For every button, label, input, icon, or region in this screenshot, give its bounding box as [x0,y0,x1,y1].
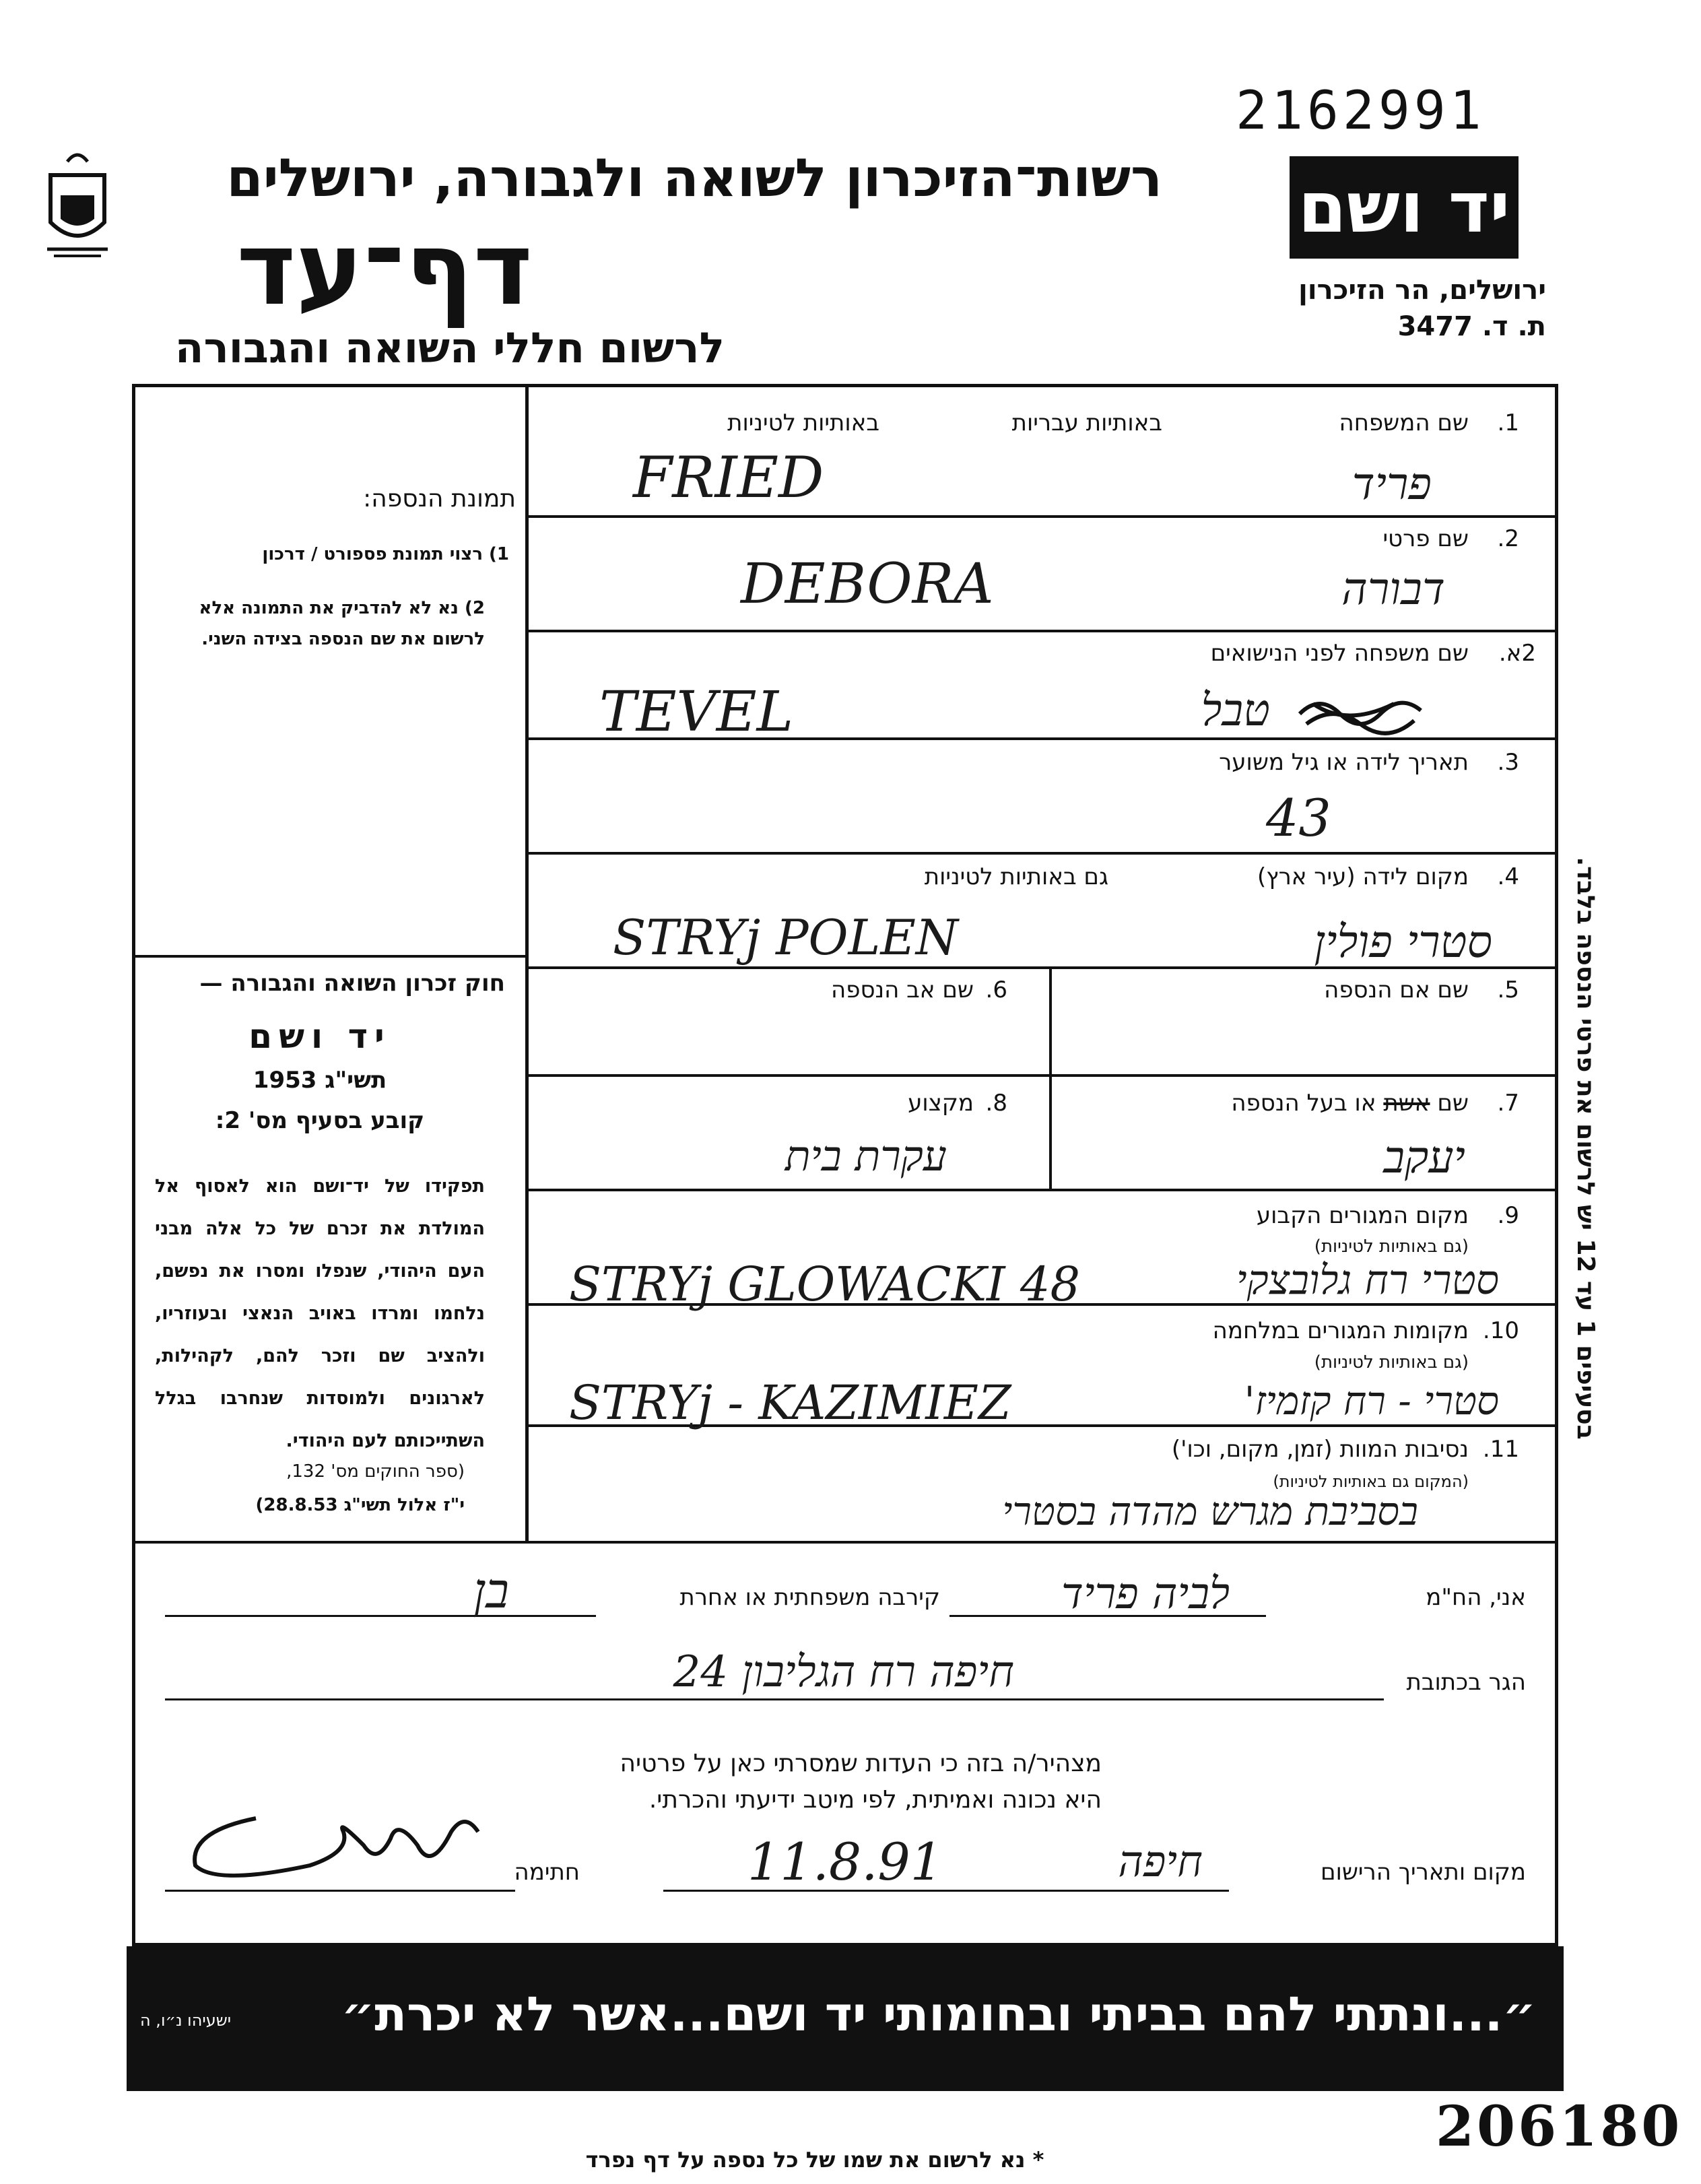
field-4-number: 4. [1497,863,1519,890]
field-6-number: 6. [985,977,1007,1003]
field-2-hebrew-value: דבורה [1341,563,1445,615]
relation-underline [165,1615,596,1617]
page-subtitle: לרשום חללי השואה והגבורה [174,323,725,372]
law-reference-2: י"ז אלול תשי"ג 28.8.53) [255,1495,465,1515]
field-11-sub: (המקום גם באותיות לטיניות) [1273,1472,1469,1491]
field-10-number: 10. [1482,1317,1519,1344]
place-date-label: מקום ותאריך הרישום [1321,1859,1526,1886]
field-9-label: מקום המגורים הקבוע [1256,1202,1469,1229]
field-11-value: בסביבת מגרש מהדה בסטרי [1002,1488,1418,1534]
address-value: חיפה רח הגליבון 24 [673,1647,1014,1697]
field-2a-number: 2א. [1498,640,1536,667]
field-7-label-pre: שם [1437,1090,1469,1117]
field-2a-latin-value: TEVEL [599,680,794,744]
left-panel-hdivider [132,955,528,958]
relation-label: קירבה משפחתית או אחרת [679,1584,940,1611]
emblem-icon [40,148,114,263]
photo-note-1: 1) רצוי תמונת פספורט / דרכון [262,544,509,564]
row-line-2 [525,630,1558,632]
relation-value: בן [473,1562,509,1619]
logo-box [1290,156,1519,259]
field-10-latin-value: STRYj - KAZIMIEZ [569,1375,1011,1430]
address-underline [165,1698,1384,1700]
field-4-latin-col: גם באותיות לטיניות [924,863,1108,890]
date-value: 11.8.91 [747,1832,943,1892]
field-2-number: 2. [1497,525,1519,552]
field-9-sub: (גם באותיות לטיניות) [1314,1236,1469,1257]
field-1-latin-value: FRIED [633,444,824,510]
field-2-label: שם פרטי [1382,525,1469,552]
field-2a-hebrew-value: טבל [1201,684,1270,736]
banner-quote: ״...ונתתי להם בביתי ובחומותי יד ושם...אשר לא יכרת״ [341,1987,1536,2042]
field-7-number: 7. [1497,1090,1519,1117]
field-9-number: 9. [1497,1202,1519,1229]
field-1-number: 1. [1497,409,1519,436]
field-7-label-post: או בעל הנספה [1231,1090,1376,1117]
field-4-label: מקום לידה (עיר ארץ) [1257,863,1469,890]
document-number-bottom: 206180 [1436,2094,1683,2159]
field-10-label: מקומות המגורים במלחמה [1212,1317,1469,1344]
left-panel-divider [525,384,529,1542]
field-10-sub: (גם באותיות לטיניות) [1314,1352,1469,1372]
col-divider-7-8 [1049,1074,1052,1189]
field-5-number: 5. [1497,977,1519,1003]
statement-line-1: מצהיר/ה בזה כי העדות שמסרתי כאן על פרטיה [620,1750,1102,1777]
law-section: קובע בסעיף מס' 2: [215,1107,425,1134]
field-10-hebrew-value: סטרי - רח קזמיז' [1244,1378,1499,1424]
field-7-label-strike: אשת [1383,1090,1430,1117]
field-8-value: עקרת בית [785,1131,947,1181]
row-line-7 [525,1189,1558,1191]
photo-note-2: 2) נא לא להדביק את התמונה אלא לרשום את שם הנספה בצידה השני. [199,598,485,649]
row-line-3 [525,852,1558,855]
field-2-latin-value: DEBORA [741,552,994,616]
signature-label: חתימה [514,1859,580,1886]
document-number-top: 2162991 [1236,81,1486,141]
address-line-1: ירושלים, הר הזיכרון [1298,275,1546,306]
scribble-icon [1293,687,1428,741]
field-1-latin-col: באותיות לטיניות [727,409,879,436]
side-note: בסעיפים 1 עד 12 יש לרשום את פרטי הנספה בלבד. [1572,857,1599,1440]
field-1-hebrew-value: פריד [1352,458,1432,510]
field-3-number: 3. [1497,749,1519,776]
field-5-label: שם אם הנספה [1324,977,1469,1003]
field-4-latin-value: STRYj POLEN [613,909,958,966]
photo-title: תמונת הנספה: [363,485,516,512]
law-title: חוק זכרון השואה והגבורה — [199,970,505,997]
footer-note: * נא לרשום את שמו של כל נספה על דף נפרד [585,2147,1044,2173]
fields-bottom-line [132,1541,1558,1544]
law-name: יד ושם [248,1017,391,1056]
field-1-label: שם המשפחה [1339,409,1469,436]
field-6-label: שם אב הנספה [831,977,974,1003]
statement-line-2: היא נכונה ואמיתית, לפי מיטב ידיעתי והכרתי. [648,1786,1102,1814]
field-9-hebrew-value: סטרי רח גלובצקי [1236,1257,1499,1304]
place-value: חיפה [1118,1837,1203,1887]
field-2a-label: שם משפחה לפני הנישואים [1210,640,1469,667]
field-4-hebrew-value: סטרי פולין [1314,916,1492,968]
field-1-hebrew-col: באותיות עבריות [1011,409,1162,436]
address-line-2: ת. ד. 3477 [1397,311,1546,342]
field-9-latin-value: STRYj GLOWACKI 48 [569,1257,1080,1312]
field-8-number: 8. [985,1090,1007,1117]
declarant-label: אני, הח"מ [1426,1584,1526,1611]
field-7-label [1231,1090,1469,1117]
row-line-1 [525,515,1558,518]
logo-text: יד ושם [1298,166,1510,249]
field-3-label: תאריך לידה או גיל משוער [1219,749,1469,776]
law-reference-1: (ספר החוקים מס' 132, [286,1461,465,1482]
field-11-number: 11. [1482,1436,1519,1463]
col-divider-5-6 [1049,966,1052,1074]
field-11-label: נסיבות המוות (זמן, מקום, וכו') [1171,1436,1469,1463]
law-text: תפקידו של יד־ושם הוא לאסוף אל המולדת את זכרם של כל אלה מבני העם היהודי, שנפלו ומסרו את נפשם, נלחמו ומרדו באויב הנאצי ובעוזריו, ולהציב שם וזכר להם, לקהילות, לארגונים ולמוסדות שנחרבו בגלל השתייכותם לעם היהודי. [155,1176,485,1451]
field-7-value: יעקב [1383,1131,1465,1183]
page-title: דף־עד [236,211,533,328]
banner-source: ישעיהו נ״ו, ה [140,2011,232,2030]
org-name: רשות־הזיכרון לשואה ולגבורה, ירושלים [226,148,1162,209]
law-year: תשי"ג 1953 [253,1067,387,1094]
address-label: הגר בכתובת [1406,1669,1526,1696]
row-line-5 [525,1074,1558,1077]
field-8-label: מקצוע [908,1090,974,1117]
field-3-value: 43 [1266,788,1331,848]
declarant-value: לביה פריד [1061,1569,1230,1619]
signature-icon [175,1805,498,1892]
